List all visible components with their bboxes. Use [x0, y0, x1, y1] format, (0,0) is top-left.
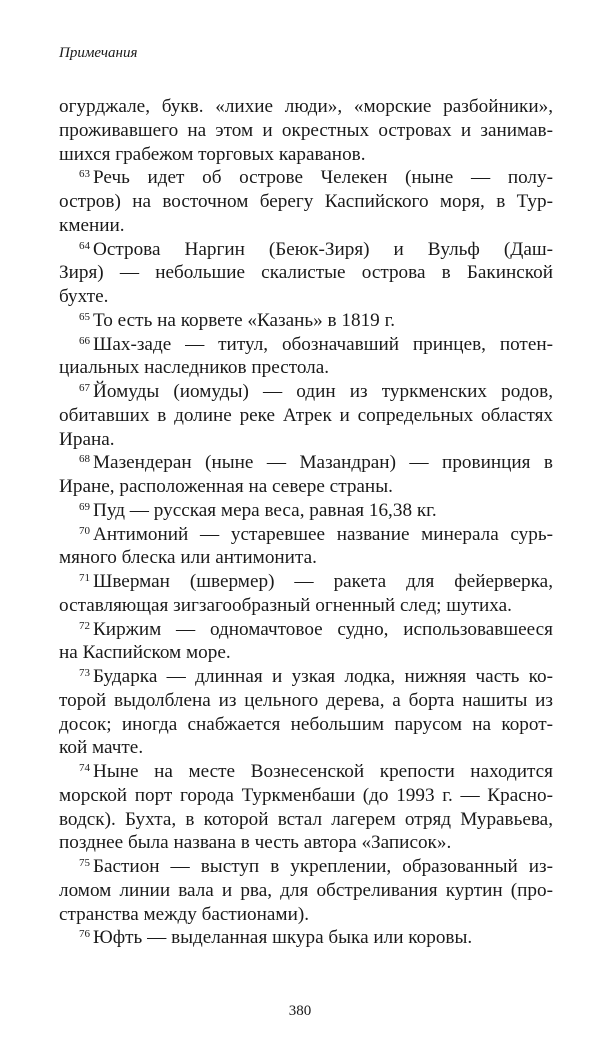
line-text: Ирана.: [59, 428, 115, 450]
text-line: [59, 570, 553, 594]
line-text: мяного блеска или антимонита.: [59, 547, 317, 569]
line-text: Бударка — длинная и узкая лодка, нижняя часть ко-: [93, 666, 553, 687]
footnote: [59, 665, 553, 760]
footnote: [59, 451, 553, 499]
text-line: [59, 95, 553, 119]
line-text: кмении.: [59, 214, 125, 236]
text-line: [59, 926, 553, 950]
footnote-number: 63: [79, 168, 90, 181]
line-text: торой выдолблена из цельного дерева, а борта нашиты из: [59, 689, 553, 711]
text-line: [59, 903, 553, 927]
footnote-number: 75: [79, 857, 90, 869]
footnote-number: 65: [79, 310, 90, 323]
line-text: ломом линии вала и рва, для обстреливания куртин (про-: [59, 879, 553, 901]
footnote-continuation: [59, 95, 553, 166]
footnote-number: 69: [79, 500, 90, 513]
footnote: [59, 523, 553, 571]
footnote: [59, 855, 553, 926]
line-text: Бастион — выступ в укреплении, образованный из-: [93, 856, 553, 877]
notes-body: [59, 95, 553, 950]
text-line: [59, 238, 553, 262]
footnote: [59, 380, 553, 451]
footnote: [59, 499, 553, 523]
line-text: циальных наследников престола.: [59, 357, 330, 379]
line-text: То есть на корвете «Казань» в 1819 г.: [93, 309, 396, 331]
page-number: 380: [288, 1003, 312, 1019]
line-text: оставляющая зигзагообразный огненный след; шутиха.: [59, 594, 512, 616]
footnote-number: 72: [79, 619, 90, 632]
text-line: [59, 119, 553, 143]
line-text: Речь идет об острове Челекен (ныне — полу-: [93, 167, 553, 189]
line-text: водск). Бухта, в которой встал лагерем отряд Муравьева,: [59, 808, 553, 830]
text-line: [59, 166, 553, 190]
text-line: [59, 404, 553, 428]
footnote: [59, 238, 553, 309]
text-line: [59, 760, 553, 784]
text-line: [59, 879, 553, 903]
footnote-number: 76: [79, 928, 90, 941]
line-text: Ныне на месте Вознесенской крепости находится: [93, 761, 553, 782]
text-line: [59, 689, 553, 713]
text-line: [59, 808, 553, 832]
text-line: [59, 380, 553, 404]
line-text: Острова Наргин (Беюк-Зиря) и Вульф (Даш-: [93, 238, 553, 260]
footnote: [59, 926, 553, 950]
line-text: Иране, расположенная на севере страны.: [59, 476, 393, 497]
footnote-number: 68: [79, 453, 90, 466]
text-line: [59, 546, 553, 570]
line-text: Зиря) — небольшие скалистые острова в Бакинской: [59, 262, 553, 284]
text-line: [59, 190, 553, 214]
footnote: [59, 166, 553, 237]
footnote-number: 71: [79, 572, 90, 584]
text-line: [59, 499, 553, 523]
line-text: Мазендеран (ныне — Мазандран) — провинция в: [93, 452, 553, 474]
footnote-number: 67: [79, 382, 90, 394]
footnote-number: 74: [79, 762, 90, 774]
text-line: [59, 285, 553, 309]
footnote: [59, 333, 553, 381]
running-head: Примечания: [59, 45, 138, 61]
text-line: [59, 618, 553, 642]
line-text: бухте.: [59, 286, 109, 307]
line-text: Шах-заде — титул, обозначавший принцев, потен-: [93, 333, 553, 355]
footnote: [59, 309, 553, 333]
text-line: [59, 713, 553, 737]
line-text: обитавших в долине реке Атрек и сопредельных областях: [59, 404, 553, 426]
line-text: остров) на восточном берегу Каспийского моря, в Тур-: [59, 191, 553, 212]
text-line: [59, 475, 553, 499]
footnote-number: 66: [79, 334, 90, 347]
footnote: [59, 760, 553, 855]
text-line: [59, 309, 553, 333]
text-line: [59, 214, 553, 238]
line-text: Шверман (швермер) — ракета для фейерверка,: [93, 571, 553, 592]
line-text: на Каспийском море.: [59, 642, 231, 664]
text-line: [59, 665, 553, 689]
text-line: [59, 428, 553, 452]
footnote: [59, 570, 553, 618]
line-text: огурджале, букв. «лихие люди», «морские разбойники»,: [59, 96, 553, 117]
text-line: [59, 143, 553, 167]
line-text: Киржим — одномачтовое судно, использовавшееся: [93, 618, 553, 640]
footnote-number: 70: [79, 524, 90, 537]
text-line: [59, 831, 553, 855]
footnote: [59, 618, 553, 666]
text-line: [59, 641, 553, 665]
line-text: Юфть — выделанная шкура быка или коровы.: [93, 927, 473, 949]
text-line: [59, 261, 553, 285]
line-text: Антимоний — устаревшее название минерала сурь-: [93, 523, 553, 545]
line-text: проживавшего на этом и окрестных островах и занимав-: [59, 119, 553, 141]
line-text: Пуд — русская мера веса, равная 16,38 кг.: [93, 499, 437, 521]
footnote-number: 64: [79, 239, 90, 252]
line-text: морской порт города Туркменбаши (до 1993 г. — Красно-: [59, 784, 553, 806]
line-text: Йомуды (иомуды) — один из туркменских родов,: [93, 381, 553, 402]
line-text: кой мачте.: [59, 737, 144, 759]
footnote-number: 73: [79, 667, 90, 679]
line-text: странства между бастионами).: [59, 903, 310, 925]
text-line: [59, 333, 553, 357]
line-text: досок; иногда снабжается небольшим парусом на корот-: [59, 713, 553, 735]
text-line: [59, 855, 553, 879]
text-line: [59, 736, 553, 760]
text-line: [59, 451, 553, 475]
line-text: шихся грабежом торговых караванов.: [59, 143, 366, 165]
text-line: [59, 356, 553, 380]
text-line: [59, 784, 553, 808]
text-line: [59, 594, 553, 618]
line-text: позднее была названа в честь автора «Записок».: [59, 832, 452, 854]
text-line: [59, 523, 553, 547]
